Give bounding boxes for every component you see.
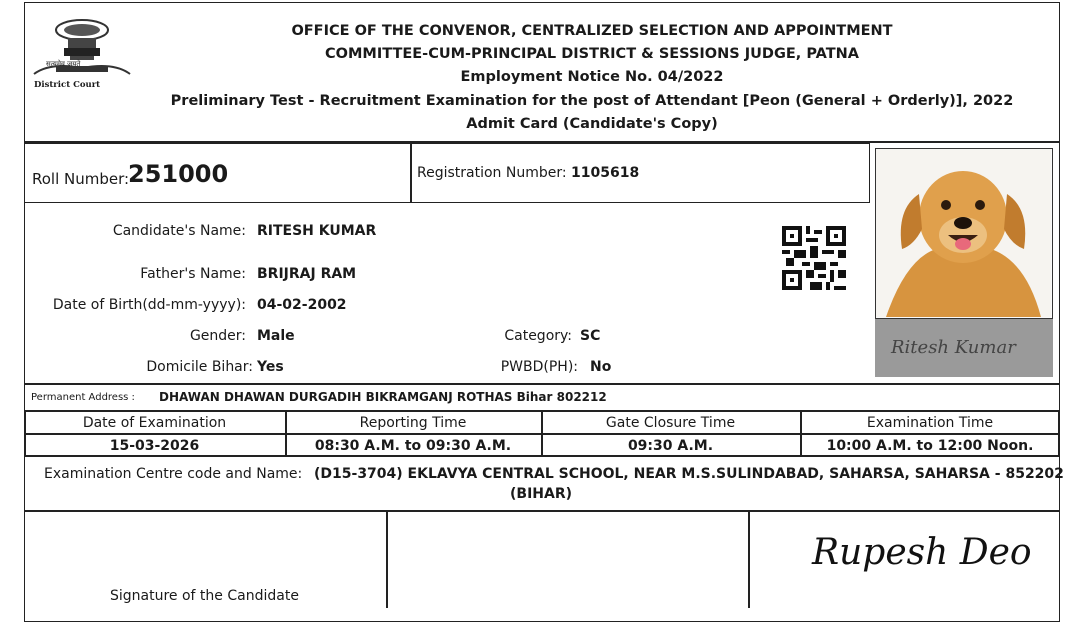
dob-label: Date of Birth(dd-mm-yyyy): [52,297,246,313]
centre-value-line2: (BIHAR) [510,486,573,502]
schedule-value-reporting: 08:30 A.M. to 09:30 A.M. [314,438,512,454]
schedule-header-gate: Gate Closure Time [605,415,736,431]
pwbd-label: PWBD(PH): [500,359,578,375]
logo-hindi-text: सत्यमेव जयते [46,60,81,68]
gender-value: Male [257,328,295,344]
pwbd-value: No [590,359,612,375]
father-name-label: Father's Name: [140,266,246,282]
schedule-value-gate: 09:30 A.M. [627,438,714,454]
centre-value-line1: (D15-3704) EKLAVYA CENTRAL SCHOOL, NEAR M.S.SULINDABAD, SAHARSA, SAHARSA - 852202 [314,466,1064,482]
domicile-value: Yes [257,359,284,375]
dog-photo-image [876,149,1051,317]
header-admit-card: Admit Card (Candidate's Copy) [466,116,718,132]
candidate-signature-label: Signature of the Candidate [110,588,299,604]
header-committee: COMMITTEE-CUM-PRINCIPAL DISTRICT & SESSIONS JUDGE, PATNA [325,46,859,62]
header-notice: Employment Notice No. 04/2022 [460,69,724,85]
father-name-value: BRIJRAJ RAM [257,266,357,282]
candidate-name-label: Candidate's Name: [112,223,246,239]
authority-signature: Rupesh Deo [812,532,1032,573]
category-label: Category: [504,328,572,344]
registration-label: Registration Number: [417,165,567,181]
address-label: Permanent Address : [31,392,135,403]
header-exam-title: Preliminary Test - Recruitment Examination for the post of Attendant [Peon (General + Orderly)], 2022 [170,93,1014,109]
roll-number-value: 251000 [128,160,229,188]
roll-number-label: Roll Number: [32,170,130,188]
dob-value: 04-02-2002 [257,297,347,313]
schedule-header-exam-time: Examination Time [866,415,994,431]
gender-label: Gender: [189,328,246,344]
schedule-value-exam-time: 10:00 A.M. to 12:00 Noon. [826,438,1034,454]
candidate-name-value: RITESH KUMAR [257,223,377,239]
logo-caption: District Court [34,80,101,90]
candidate-photo-signature-text: Ritesh Kumar [891,337,1016,358]
qr-code-icon [782,226,846,290]
centre-label: Examination Centre code and Name: [44,466,303,482]
schedule-header-date: Date of Examination [82,415,227,431]
candidate-photo-signature [875,318,1053,377]
domicile-label: Domicile Bihar: [146,359,253,375]
schedule-header-reporting: Reporting Time [359,415,467,431]
header-office: OFFICE OF THE CONVENOR, CENTRALIZED SELECTION AND APPOINTMENT [291,23,893,39]
schedule-value-date: 15-03-2026 [109,438,200,454]
registration-value: 1105618 [571,165,640,181]
address-value: DHAWAN DHAWAN DURGADIH BIKRAMGANJ ROTHAS Bihar 802212 [159,390,607,404]
category-value: SC [580,328,601,344]
